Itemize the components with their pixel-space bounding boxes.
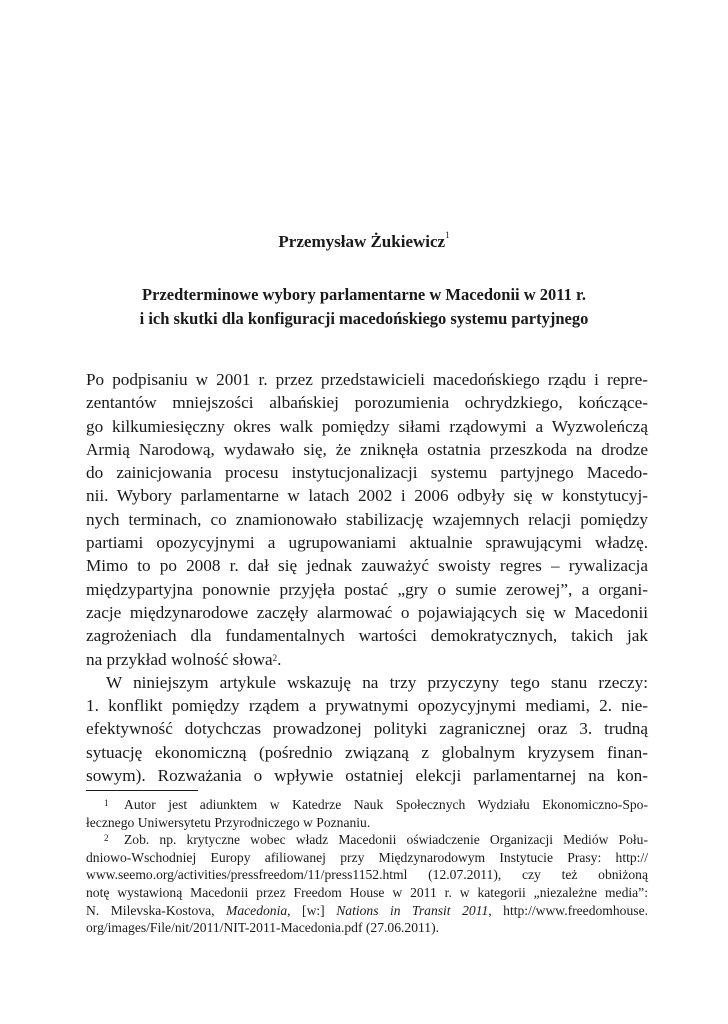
body-line: zacje międzynarodowe zaczęły alarmować o pojawiających się w Macedonii xyxy=(86,602,648,622)
footnote-1-mark: 1 xyxy=(104,798,109,808)
body-line: 1. konflikt pomiędzy rządem a prywatnymi opozycyjnymi mediami, 2. nie- xyxy=(86,696,648,716)
body-line: W niniejszym artykule wskazuję na trzy przyczyny tego stanu rzeczy: xyxy=(106,672,648,692)
body-line: Po podpisaniu w 2001 r. przez przedstawicieli macedońskiego rządu i repre- xyxy=(86,370,648,389)
footnote-2-line: www.seemo.org/activities/pressfreedom/11/press1152.html (12.07.2011), czy też obniżoną xyxy=(86,867,648,883)
article-title xyxy=(60,283,668,331)
body-line: sowym). Rozważania o wpływie ostatniej elekcji parlamentarnej na kon- xyxy=(86,766,648,786)
footnote-2-mark: 2 xyxy=(104,833,109,844)
footnote-2-text: Zob. np. krytyczne wobec władz Macedonii oświadczenie Organizacji Mediów Połu- xyxy=(124,832,648,848)
footnote-separator xyxy=(86,790,198,791)
footnote-ref-1[interactable]: 1 xyxy=(445,230,450,240)
author-name-text: Przemysław Żukiewicz xyxy=(278,232,446,251)
body-line-paragraph-end xyxy=(86,648,648,671)
citation-source: Nations in Transit 2011 xyxy=(336,902,489,918)
body-line: nych terminach, co znamionowało stabilizację wzajemnych relacji pomiędzy xyxy=(86,509,648,529)
footnote-2-line: notę wystawioną Macedonii przez Freedom House w 2011 r. w kategorii „niezależne media”: xyxy=(86,884,648,900)
body-line-period: . xyxy=(277,649,282,669)
body-line: nii. Wybory parlamentarne w latach 2002 i 2006 odbyły się w konstytucyj- xyxy=(86,486,648,506)
author-name xyxy=(0,232,728,252)
footnote-2-line: dniowo-Wschodniej Europy afiliowanej przy Międzynarodowym Instytucie Prasy: http:// xyxy=(86,849,648,865)
footnote-1-line xyxy=(86,796,648,814)
footnote-ref-2[interactable]: 2 xyxy=(272,652,278,663)
body-line: międzypartyjna ponownie przyjęła postać „gry o sumie zerowej”, a organi- xyxy=(86,579,648,599)
body-line: Armią Narodową, wydawało się, że zniknęła ostatnia przeszkoda na drodze xyxy=(86,439,648,459)
body-line: partiami opozycyjnymi a ugrupowaniami aktualnie sprawującymi władzę. xyxy=(86,533,648,553)
footnote-1-text: Autor jest adiunktem w Katedrze Nauk Społecznych Wydziału Ekonomiczno-Spo- xyxy=(124,797,648,812)
body-line: zentantów mniejszości albańskiej porozumienia ochrydzkiego, kończące- xyxy=(86,393,648,413)
body-line: zagrożeniach dla fundamentalnych wartości demokratycznych, takich jak xyxy=(86,626,648,646)
body-line: go kilkumiesięczny okres walk pomiędzy siłami rządowymi a Wyzwoleńczą xyxy=(86,416,648,436)
body-line: Mimo to po 2008 r. dał się jednak zauważyć swoisty regres – rywalizacja xyxy=(86,556,648,576)
body-text xyxy=(86,368,648,787)
footnotes xyxy=(86,796,648,937)
citation-in: , [w:] xyxy=(287,902,337,918)
footnote-2-line[interactable]: org/images/File/nit/2011/NIT-2011-Macedonia.pdf (27.06.2011). xyxy=(86,920,440,936)
title-line-2: i ich skutki dla konfiguracji macedońskiego systemu partyjnego xyxy=(139,309,589,328)
body-line: sytuację ekonomiczną (pośrednio związaną z globalnym kryzysem finan- xyxy=(86,742,648,762)
body-line: efektywność dotychczas prowadzonej polityki zagranicznej oraz 3. trudną xyxy=(86,719,648,739)
footnote-2-line xyxy=(86,831,648,849)
body-line: do zainicjowania procesu instytucjonalizacji systemu partyjnego Macedo- xyxy=(86,463,648,483)
title-line-1: Przedterminowe wybory parlamentarne w Macedonii w 2011 r. xyxy=(142,285,586,304)
citation-title: Macedonia xyxy=(226,902,288,918)
body-line-text: na przykład wolność słowa xyxy=(86,649,273,669)
citation-author: N. Milevska-Kostova, xyxy=(86,902,227,918)
citation-url[interactable]: , http://www.freedomhouse. xyxy=(488,902,648,918)
footnote-2-line xyxy=(86,902,648,920)
footnote-1-line: łecznego Uniwersytetu Przyrodniczego w Poznaniu. xyxy=(86,814,371,830)
